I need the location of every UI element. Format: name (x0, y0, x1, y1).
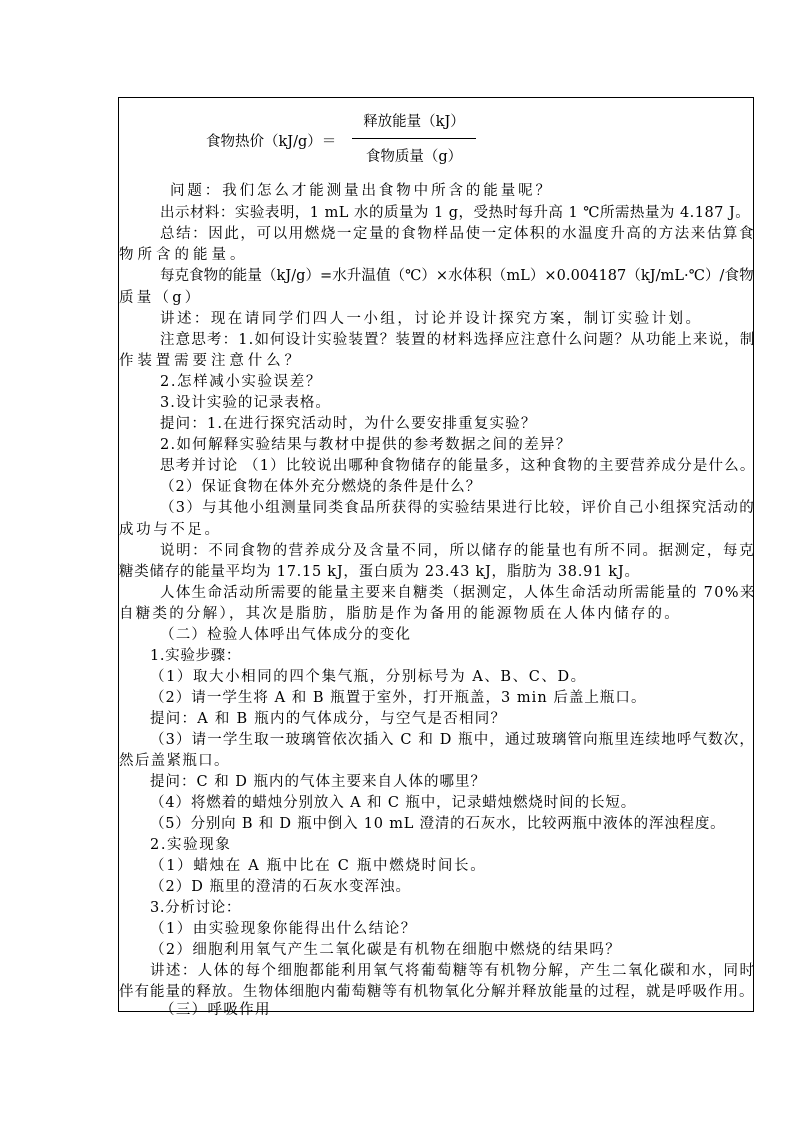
text-line: （2）D 瓶里的澄清的石灰水变浑浊。 (150, 879, 411, 895)
text-line: 糖类储存的能量平均为 17.15 kJ，蛋白质为 23.43 kJ，脂肪为 38.91 kJ。 (119, 564, 640, 580)
section-heading: （二）检验人体呼出气体成分的变化 (160, 627, 412, 643)
text-line: 1.实验步骤： (150, 648, 242, 664)
text-line: 问题：我们怎么才能测量出食物中所含的能量呢？ (170, 183, 553, 199)
text-line: 3.分析讨论： (150, 900, 242, 916)
text-line: 讲述：人体的每个细胞都能利用氧气将葡萄糖等有机物分解，产生二氧化碳和水，同时 (150, 963, 756, 979)
text-line: （4）将燃着的蜡烛分别放入 A 和 C 瓶中，记录蜡烛燃烧时间的长短。 (150, 795, 637, 811)
text-line: 作装置需要注意什么？ (119, 353, 303, 369)
text-line: 思考并讨论 （1）比较说出哪种食物储存的能量多，这种食物的主要营养成分是什么。 (160, 458, 756, 474)
text-line: 总结：因此，可以用燃烧一定量的食物样品使一定体积的水温度升高的方法来估算食 (160, 226, 756, 242)
text-line: （2）保证食物在体外充分燃烧的条件是什么？ (160, 479, 482, 495)
text-line: 每克食物的能量（kJ/g）=水升温值（℃）×水体积（mL）×0.004187（kJ/mL·℃）/食物 (160, 268, 754, 284)
text-line: 3.设计实验的记录表格。 (160, 395, 331, 411)
text-line: 人体生命活动所需要的能量主要来自糖类（据测定，人体生命活动所需能量的 70%来 (160, 585, 756, 601)
text-line: （1）取大小相同的四个集气瓶，分别标号为 A、B、C、D。 (150, 669, 587, 685)
text-line: 质量（g） (119, 290, 203, 306)
text-line: 提问：A 和 B 瓶内的气体成分，与空气是否相同？ (150, 711, 507, 727)
text-line: （1）蜡烛在 A 瓶中比在 C 瓶中燃烧时间长。 (150, 858, 487, 874)
text-line: （2）细胞利用氧气产生二氧化碳是有机物在细胞中燃烧的结果吗？ (150, 942, 622, 958)
text-line: 伴有能量的释放。生物体细胞内葡萄糖等有机物氧化分解并释放能量的过程，就是呼吸作用。 (119, 984, 755, 1000)
text-line: 说明：不同食物的营养成分及含量不同，所以储存的能量也有所不同。据测定，每克 (160, 543, 756, 559)
formula-denominator: 食物质量（g） (365, 149, 463, 165)
text-line: 物所含的能量。 (119, 247, 249, 263)
text-line: 注意思考：1.如何设计实验装置？装置的材料选择应注意什么问题？从功能上来说，制 (160, 332, 756, 348)
text-line: （2）请一学生将 A 和 B 瓶置于室外，打开瓶盖，3 min 后盖上瓶口。 (150, 690, 647, 706)
text-line: 出示材料：实验表明，1 mL 水的质量为 1 g，受热时每升高 1 ℃所需热量为 4.187 J。 (160, 205, 751, 221)
text-line: 讲述：现在请同学们四人一小组，讨论并设计探究方案，制订实验计划。 (160, 311, 703, 327)
text-line: 2.实验现象 (150, 837, 232, 853)
text-line: 提问：1.在进行探究活动时，为什么要安排重复实验？ (160, 416, 537, 432)
text-line: 成功与不足。 (119, 522, 222, 538)
formula-lhs: 食物热价（kJ/g）＝ (206, 134, 337, 150)
text-line: （5）分别向 B 和 D 瓶中倒入 10 mL 澄清的石灰水，比较两瓶中液体的浑浊程度。 (150, 816, 726, 832)
text-line: （1）由实验现象你能得出什么结论？ (150, 921, 417, 937)
text-line: （3）请一学生取一玻璃管依次插入 C 和 D 瓶中，通过玻璃管向瓶里连续地呼气数次， (150, 732, 756, 748)
formula-numerator: 释放能量（kJ） (363, 114, 465, 130)
text-line: 2.如何解释实验结果与教材中提供的参考数据之间的差异？ (160, 437, 572, 453)
text-line: 提问：C 和 D 瓶内的气体主要来自人体的哪里？ (150, 774, 487, 790)
text-line: 自糖类的分解），其次是脂肪，脂肪是作为备用的能源物质在人体内储存的。 (119, 606, 681, 622)
text-line: 然后盖紧瓶口。 (119, 753, 230, 769)
section-heading: （三）呼吸作用 (160, 1002, 271, 1018)
text-line: 2.怎样减小实验误差？ (160, 374, 322, 390)
text-line: （3）与其他小组测量同类食品所获得的实验结果进行比较，评价自己小组探究活动的 (160, 500, 756, 516)
